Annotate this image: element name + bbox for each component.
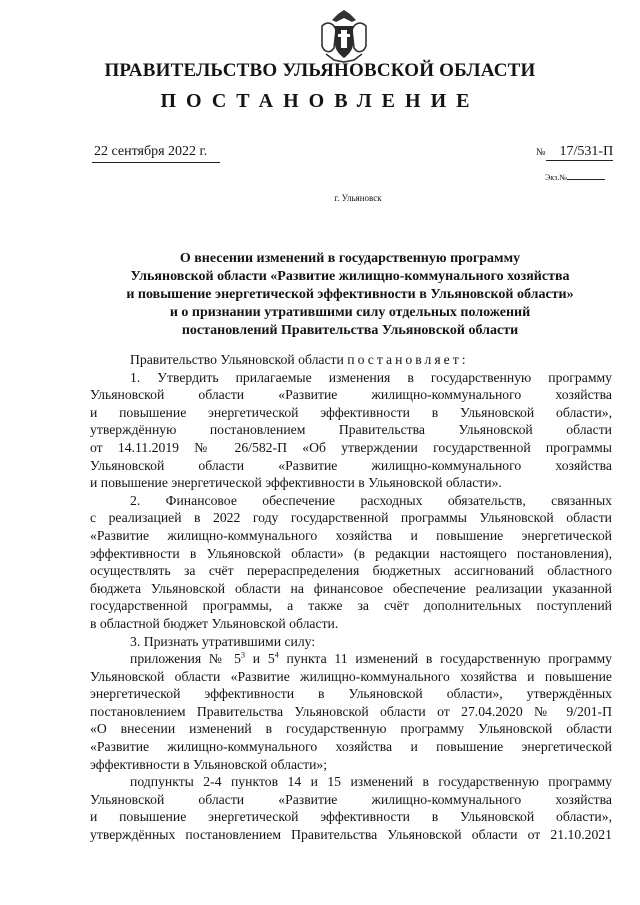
- superscript: 4: [274, 650, 279, 660]
- intro-subject: Правительство Ульяновской области: [130, 352, 344, 367]
- paragraph-1-line: Ульяновской области «Развитие жилищно-коммунального хозяйства: [90, 387, 612, 403]
- p4-text: пункта 11 изменений в государственную программу: [278, 651, 613, 667]
- paragraph-1-line: 1. Утвердить прилагаемые изменения в государственную программу: [130, 369, 612, 385]
- paragraph-5-line: утверждённых постановлением Правительства Ульяновской области от 21.10.2021: [90, 827, 612, 843]
- paragraph-2-line: государственной программы, а также за счёт дополнительных поступлений: [90, 598, 612, 614]
- paragraph-2-line: эффективности в Ульяновской области» (в редакции настоящего постановления),: [90, 545, 612, 561]
- document-type: ПОСТАНОВЛЕНИЕ: [160, 90, 480, 112]
- paragraph-1-line: Ульяновской области «Развитие жилищно-коммунального хозяйства: [90, 457, 612, 473]
- paragraph-4-line: эффективности в Ульяновской области»;: [90, 756, 328, 772]
- paragraph-2-line: в областной бюджет Ульяновской области.: [90, 615, 339, 631]
- paragraph-4-line: Ульяновской области «Развитие жилищно-коммунального хозяйства и повышение: [90, 668, 612, 684]
- superscript: 3: [240, 650, 245, 660]
- coat-of-arms-icon: [318, 8, 370, 64]
- intro-verb: постановляет:: [347, 352, 469, 367]
- document-number: [536, 144, 613, 161]
- government-title: ПРАВИТЕЛЬСТВО УЛЬЯНОВСКОЙ ОБЛАСТИ: [104, 60, 536, 81]
- document-date: 22 сентября 2022 г.: [94, 144, 208, 159]
- paragraph-5-line: подпункты 2-4 пунктов 14 и 15 изменений в государственную программу: [130, 774, 612, 790]
- paragraph-4-line: «О внесении изменений в государственную программу Ульяновской области: [90, 721, 612, 737]
- paragraph-3: 3. Признать утратившими силу:: [130, 633, 316, 649]
- paragraph-2-line: осуществлять за счёт перераспределения бюджетных ассигнований областного: [90, 563, 612, 579]
- paragraph-4-line: [90, 650, 612, 668]
- city-name: г. Ульяновск: [334, 193, 382, 203]
- number-value: 17/531-П: [546, 144, 614, 161]
- paragraph-4-line: энергетической эффективности в Ульяновской области», утверждённых: [90, 686, 612, 702]
- number-sign: №: [536, 147, 546, 158]
- paragraph-2-line: с реализацией в 2022 году государственной программы Ульяновской области: [90, 510, 612, 526]
- copy-label: Экз.№: [545, 173, 567, 182]
- paragraph-5-line: и повышение энергетической эффективности в Ульяновской области»,: [90, 809, 612, 825]
- paragraph-4-line: постановлением Правительства Ульяновской области от 27.04.2020 № 9/201-П: [90, 703, 612, 719]
- paragraph-1-line: утверждённую постановлением Правительства Ульяновской области: [90, 422, 612, 438]
- paragraph-1-line: и повышение энергетической эффективности в Ульяновской области»,: [90, 404, 612, 420]
- copy-number-line: [567, 179, 605, 180]
- document-heading: [90, 250, 610, 340]
- paragraph-5-line: Ульяновской области «Развитие жилищно-коммунального хозяйства: [90, 791, 612, 807]
- paragraph-1-line: от 14.11.2019 № 26/582-П «Об утверждении государственной программы: [90, 439, 612, 455]
- heading-line: и повышение энергетической эффективности в Ульяновской области»: [126, 287, 574, 302]
- p4-text: приложения № 5: [130, 651, 241, 667]
- heading-line: и о признании утратившими силу отдельных положений: [169, 305, 531, 320]
- paragraph-4-line: «Развитие жилищно-коммунального хозяйства и повышение энергетической: [90, 739, 612, 755]
- intro-paragraph: [90, 351, 612, 369]
- document-body: [90, 351, 612, 844]
- paragraph-2-line: бюджета Ульяновской области на финансовое обеспечение реализации указанной: [90, 580, 612, 596]
- paragraph-2-line: «Развитие жилищно-коммунального хозяйства и повышение энергетической: [90, 527, 612, 543]
- date-underline: [92, 162, 220, 163]
- p4-text: и 5: [244, 651, 275, 667]
- paragraph-1-line: и повышение энергетической эффективности в Ульяновской области».: [90, 475, 502, 491]
- paragraph-2-line: 2. Финансовое обеспечение расходных обязательств, связанных: [130, 492, 612, 508]
- heading-line: постановлений Правительства Ульяновской области: [181, 323, 519, 338]
- copy-number: [545, 173, 605, 182]
- heading-line: Ульяновской области «Развитие жилищно-коммунального хозяйства: [130, 269, 570, 284]
- heading-line: О внесении изменений в государственную программу: [179, 251, 521, 266]
